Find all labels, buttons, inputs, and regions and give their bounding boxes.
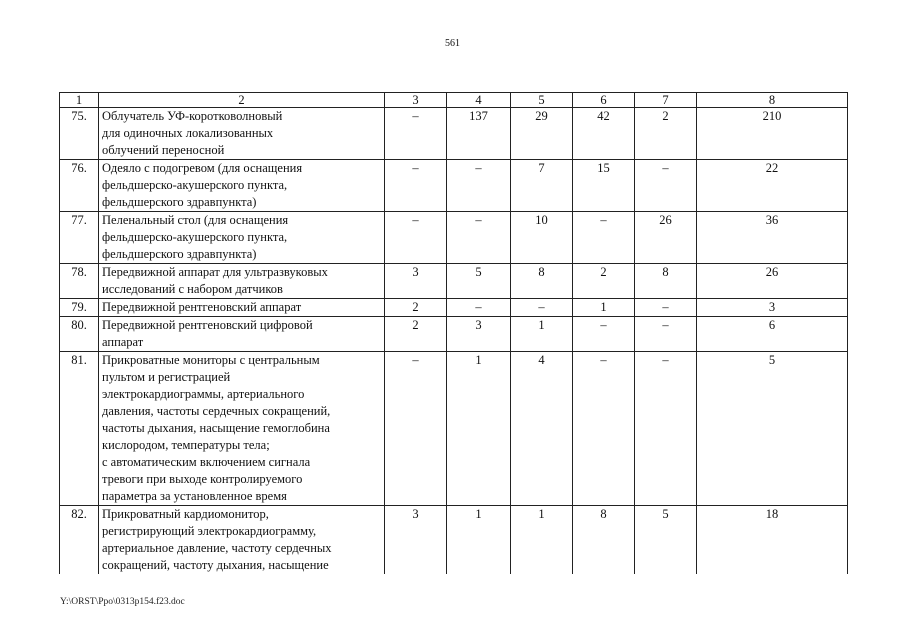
equipment-name-line: Передвижной рентгеновский аппарат [102,300,302,314]
file-path-footer: Y:\ORST\Ppo\0313p154.f23.doc [60,597,185,607]
row-number: 80. [60,317,99,352]
quantity-value: – [447,160,511,212]
quantity-value: 1 [573,299,635,317]
quantity-value: – [447,212,511,264]
equipment-name-line: Облучатель УФ-коротковолновый [102,109,283,123]
equipment-name-line: пультом и регистрацией [102,370,231,384]
quantity-value: – [573,352,635,506]
quantity-value: 15 [573,160,635,212]
quantity-value: – [635,299,697,317]
quantity-value: 137 [447,108,511,160]
equipment-name [99,317,385,352]
quantity-value: 1 [511,506,573,575]
quantity-value: – [635,160,697,212]
row-number: 76. [60,160,99,212]
quantity-value: 4 [511,352,573,506]
equipment-name [99,506,385,575]
quantity-value: 2 [385,317,447,352]
quantity-value: 3 [447,317,511,352]
table-row [60,160,848,212]
quantity-value: – [385,212,447,264]
total-value: 210 [697,108,848,160]
quantity-value: 2 [385,299,447,317]
quantity-value: 2 [573,264,635,299]
column-number-header: 1 [60,93,99,108]
quantity-value: 8 [573,506,635,575]
equipment-name-line: Передвижной рентгеновский цифровой [102,318,313,332]
equipment-name-line: Пеленальный стол (для оснащения [102,213,289,227]
table-row [60,299,848,317]
total-value: 3 [697,299,848,317]
equipment-name-line: сокращений, частоту дыхания, насыщение [102,558,329,572]
total-value: 26 [697,264,848,299]
quantity-value: 10 [511,212,573,264]
quantity-value: 3 [385,506,447,575]
quantity-value: 29 [511,108,573,160]
column-number-header: 2 [99,93,385,108]
equipment-name [99,264,385,299]
quantity-value: 1 [447,352,511,506]
equipment-name [99,212,385,264]
equipment-name-line: с автоматическим включением сигнала [102,455,311,469]
quantity-value: 3 [385,264,447,299]
equipment-name [99,299,385,317]
quantity-value: 1 [511,317,573,352]
equipment-name [99,108,385,160]
quantity-value: – [573,317,635,352]
equipment-name-line: аппарат [102,335,144,349]
quantity-value: 7 [511,160,573,212]
total-value: 36 [697,212,848,264]
quantity-value: 42 [573,108,635,160]
page-number: 561 [445,38,460,49]
total-value: 5 [697,352,848,506]
column-number-header: 8 [697,93,848,108]
total-value: 18 [697,506,848,575]
quantity-value: – [385,160,447,212]
equipment-name-line: Передвижной аппарат для ультразвуковых [102,265,328,279]
equipment-name-line: фельдшерского здравпункта) [102,195,257,209]
column-number-header: 4 [447,93,511,108]
equipment-table [59,92,848,574]
equipment-name-line: Одеяло с подогревом (для оснащения [102,161,303,175]
equipment-name-line: фельдшерско-акушерского пункта, [102,230,288,244]
equipment-name-line: Прикроватные мониторы с центральным [102,353,320,367]
table-row [60,506,848,575]
equipment-name-line: артериальное давление, частоту сердечных [102,541,332,555]
total-value: 6 [697,317,848,352]
row-number: 78. [60,264,99,299]
quantity-value: 5 [635,506,697,575]
equipment-name-line: регистрирующий электрокардиограмму, [102,524,317,538]
row-number: 75. [60,108,99,160]
equipment-name [99,160,385,212]
quantity-value: 2 [635,108,697,160]
row-number: 81. [60,352,99,506]
equipment-name-line: Прикроватный кардиомонитор, [102,507,269,521]
quantity-value: 26 [635,212,697,264]
quantity-value: – [511,299,573,317]
row-number: 82. [60,506,99,575]
quantity-value: – [573,212,635,264]
table-header-row [60,93,848,108]
equipment-name-line: кислородом, температуры тела; [102,438,270,452]
equipment-name-line: тревоги при выходе контролируемого [102,472,303,486]
equipment-name-line: облучений переносной [102,143,225,157]
equipment-name-line: фельдшерского здравпункта) [102,247,257,261]
equipment-name-line: частоты дыхания, насыщение гемоглобина [102,421,330,435]
quantity-value: – [635,352,697,506]
quantity-value: – [635,317,697,352]
equipment-name-line: электрокардиограммы, артериального [102,387,305,401]
quantity-value: 5 [447,264,511,299]
table-row [60,317,848,352]
row-number: 79. [60,299,99,317]
total-value: 22 [697,160,848,212]
equipment-name-line: давления, частоты сердечных сокращений, [102,404,331,418]
equipment-name-line: исследований с набором датчиков [102,282,283,296]
quantity-value: – [447,299,511,317]
row-number: 77. [60,212,99,264]
quantity-value: 1 [447,506,511,575]
equipment-name-line: параметра за установленное время [102,489,287,503]
column-number-header: 7 [635,93,697,108]
column-number-header: 5 [511,93,573,108]
table-row [60,108,848,160]
column-number-header: 6 [573,93,635,108]
equipment-name-line: для одиночных локализованных [102,126,274,140]
table-row [60,352,848,506]
quantity-value: 8 [511,264,573,299]
table-row [60,212,848,264]
quantity-value: – [385,352,447,506]
table-row [60,264,848,299]
quantity-value: 8 [635,264,697,299]
quantity-value: – [385,108,447,160]
equipment-name-line: фельдшерско-акушерского пункта, [102,178,288,192]
equipment-name [99,352,385,506]
column-number-header: 3 [385,93,447,108]
